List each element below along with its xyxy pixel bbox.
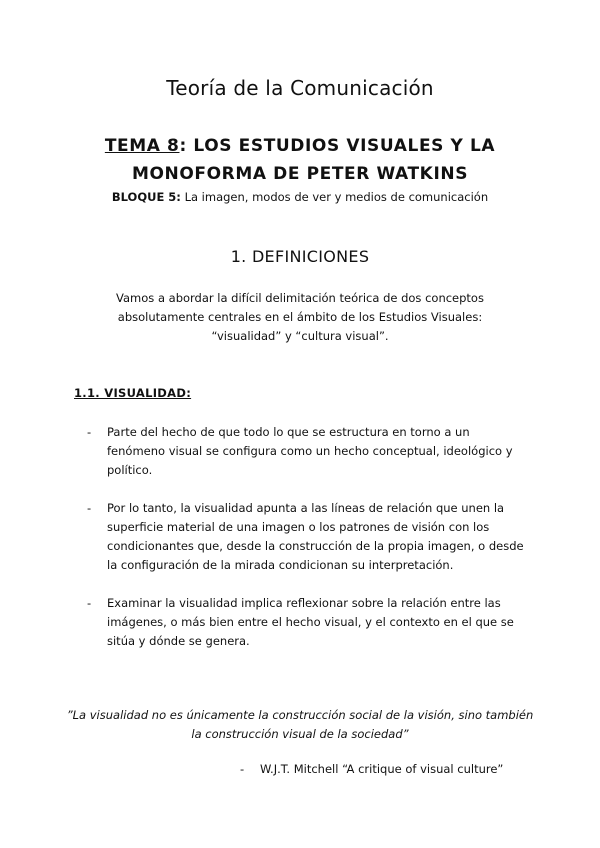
topic-title bbox=[40, 132, 560, 188]
block-label: BLOQUE 5: bbox=[111, 190, 181, 204]
list-item-text: Parte del hecho de que todo lo que se estructura en torno a un fenómeno visual se configura como un hecho conceptual, ideológico y político. bbox=[107, 425, 513, 477]
bullet-list bbox=[87, 423, 527, 651]
topic-number: TEMA 8 bbox=[104, 136, 180, 156]
section-heading: 1. DEFINICIONES bbox=[230, 247, 370, 266]
block-text: La imagen, modos de ver y medios de comunicación bbox=[180, 190, 489, 204]
list-item bbox=[87, 423, 527, 480]
attribution-text: W.J.T. Mitchell “A critique of visual culture” bbox=[260, 762, 504, 776]
topic-name: : LOS ESTUDIOS VISUALES Y LA MONOFORMA DE PETER WATKINS bbox=[131, 136, 496, 184]
list-item-text: Por lo tanto, la visualidad apunta a las líneas de relación que unen la superficie material de una imagen o los patrones de visión con los condicionantes que, desde la construcción de la propia imagen, o desde la configuración de la mirada condicionan su interpretación. bbox=[107, 501, 524, 572]
attribution-dash: - bbox=[240, 762, 245, 776]
quote: ”La visualidad no es únicamente la construcción social de la visión, sino también la construcción visual de la sociedad” bbox=[66, 708, 534, 741]
bullet-dash: - bbox=[87, 596, 92, 610]
list-item-text: Examinar la visualidad implica reflexionar sobre la relación entre las imágenes, o más bien entre el hecho visual, y el contexto en el que se sitúa y dónde se genera. bbox=[107, 596, 514, 648]
block-subtitle bbox=[0, 189, 600, 205]
list-item bbox=[87, 594, 527, 651]
bullet-dash: - bbox=[87, 425, 92, 439]
subsection-heading: 1.1. VISUALIDAD: bbox=[74, 386, 192, 400]
list-item bbox=[87, 499, 527, 575]
intro-paragraph: Vamos a abordar la difícil delimitación teórica de dos conceptos absolutamente centrales en el ámbito de los Estudios Visuales: “visualidad” y “cultura visual”. bbox=[116, 291, 484, 343]
quote-attribution bbox=[240, 761, 540, 777]
bullet-dash: - bbox=[87, 501, 92, 515]
course-title: Teoría de la Comunicación bbox=[166, 76, 434, 100]
